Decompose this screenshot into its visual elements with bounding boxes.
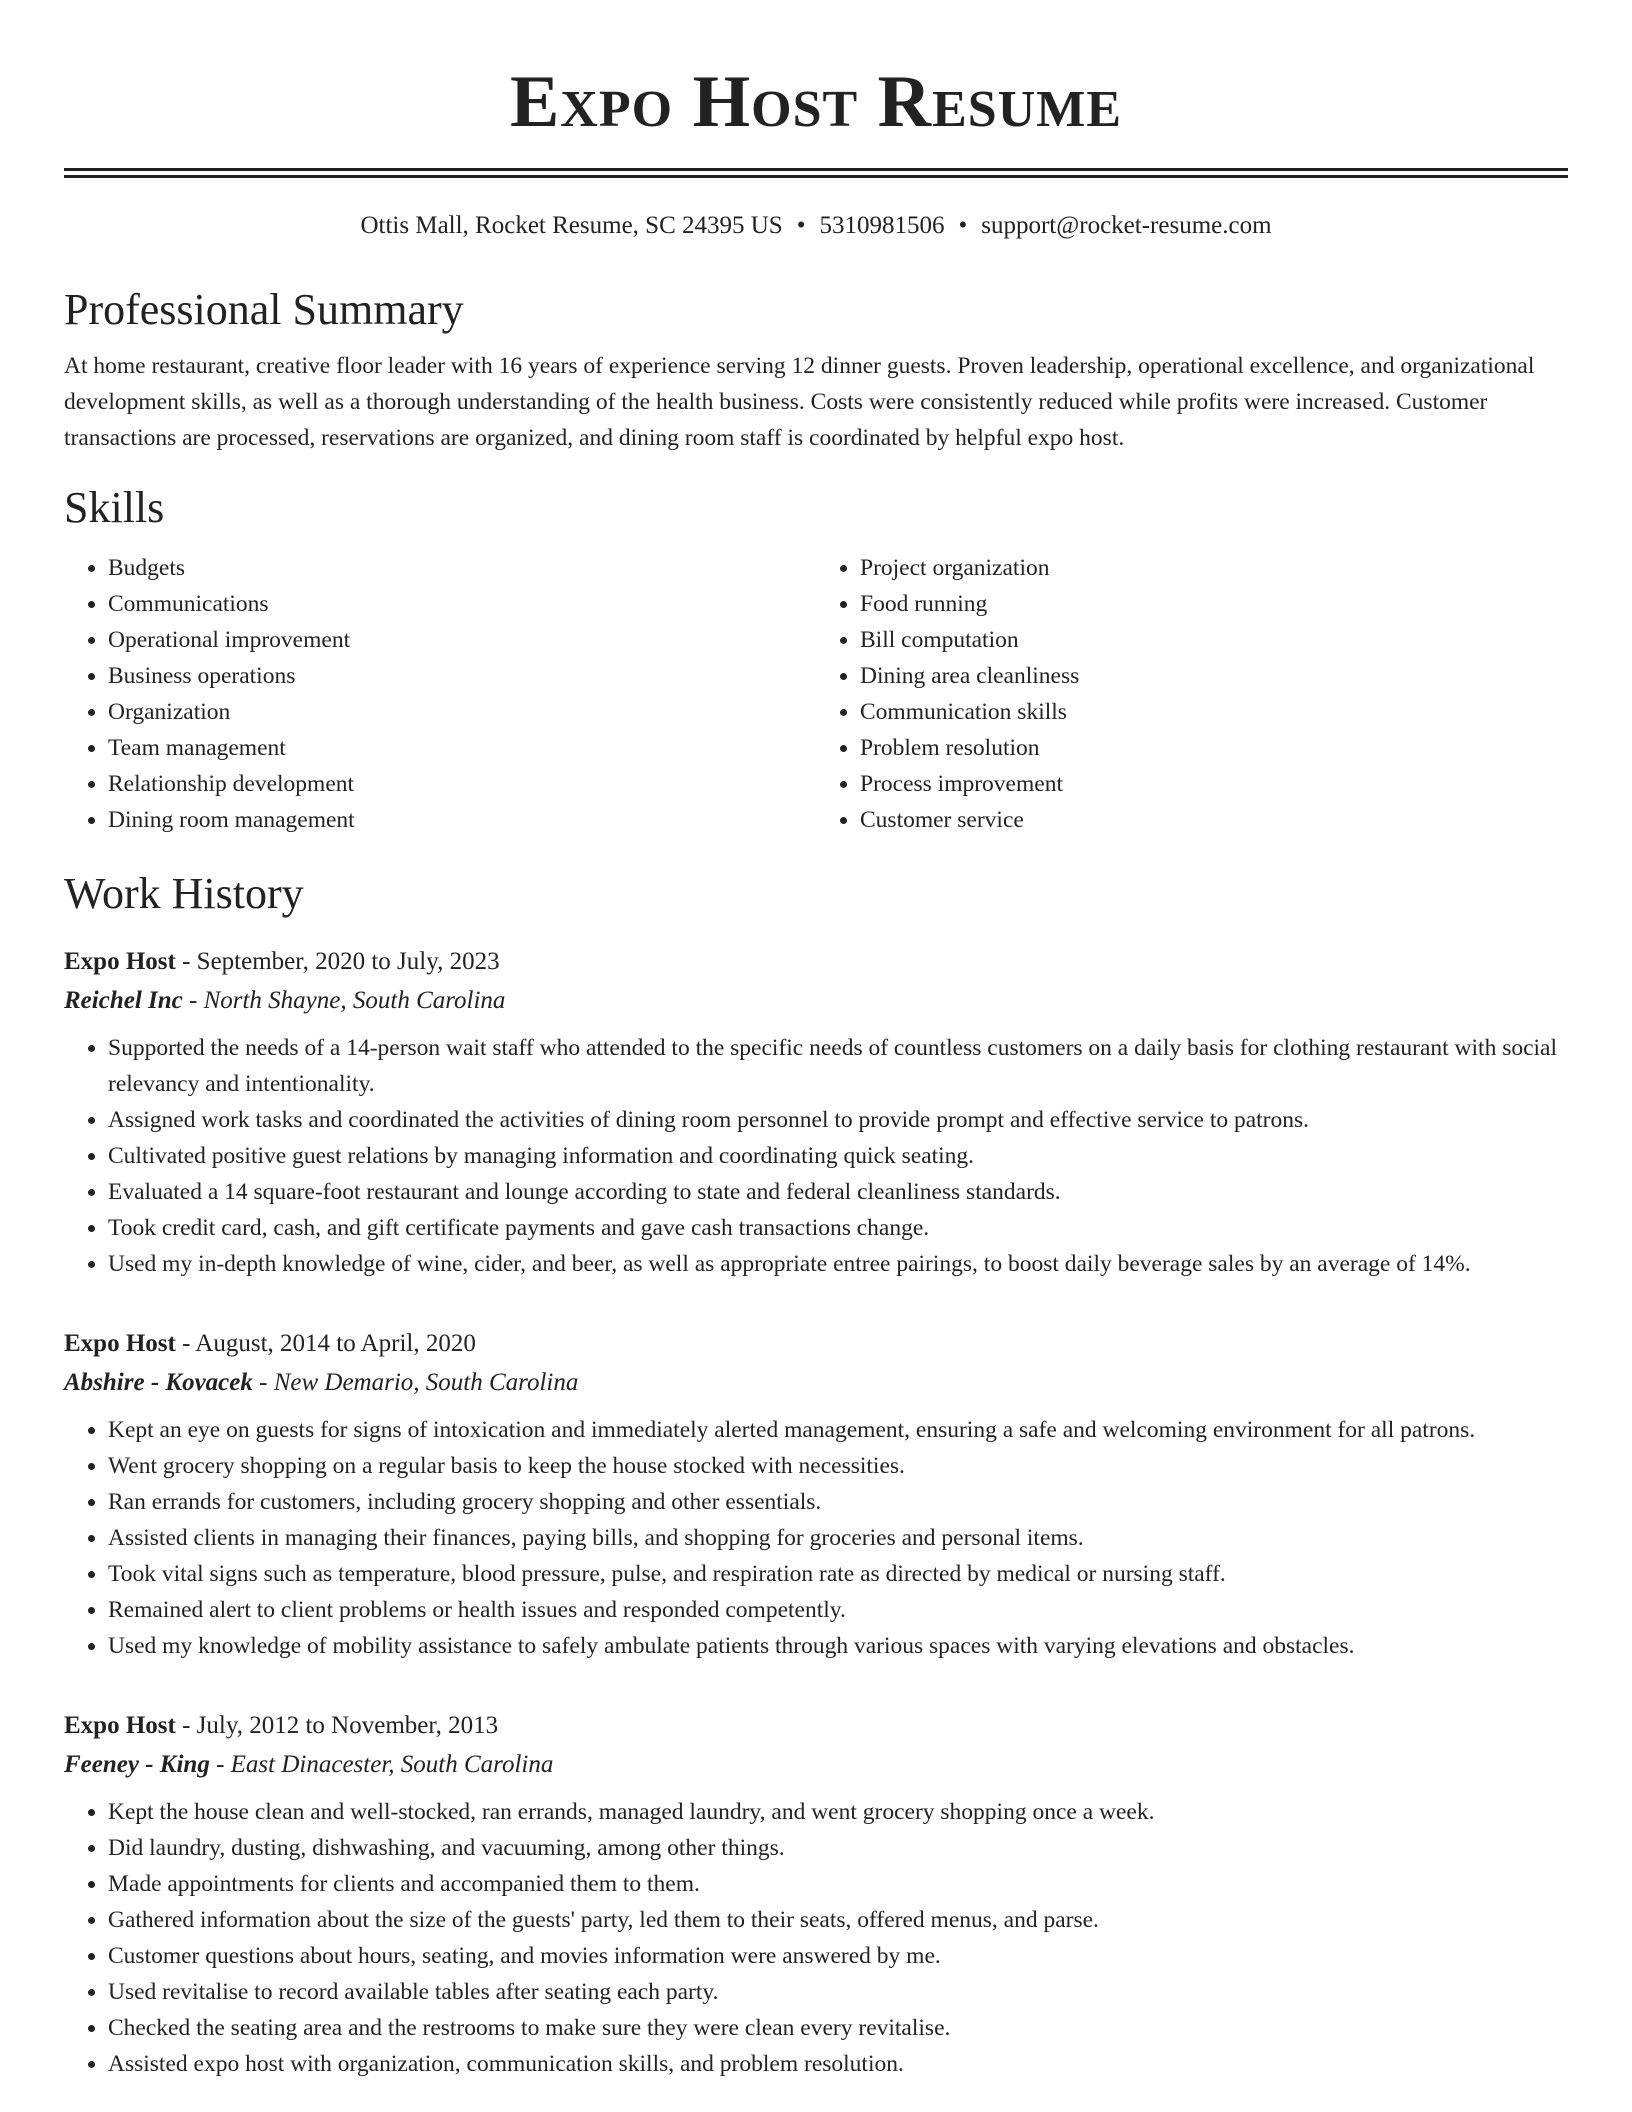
job-entry	[64, 1706, 1568, 2082]
work-history-heading: Work History	[64, 869, 304, 918]
job-company: Feeney - King	[64, 1751, 210, 1778]
job-title: Expo Host	[64, 1330, 176, 1357]
skill-item: • Food running	[860, 586, 1568, 622]
job-duty: • Went grocery shopping on a regular basis to keep the house stocked with necessities.	[108, 1448, 1568, 1484]
job-dash: -	[175, 948, 197, 975]
job-entry	[64, 1324, 1568, 1664]
job-duty: • Took credit card, cash, and gift certificate payments and gave cash transactions change.	[108, 1210, 1568, 1246]
skill-item: • Budgets	[108, 550, 816, 586]
skills-grid	[64, 550, 1568, 838]
skill-item: • Customer service	[860, 802, 1568, 838]
job-duty: • Assisted clients in managing their finances, paying bills, and shopping for groceries and personal items.	[108, 1520, 1568, 1556]
skill-item: • Problem resolution	[860, 730, 1568, 766]
contact-phone: 5310981506	[819, 212, 945, 239]
job-duty: • Used my knowledge of mobility assistance to safely ambulate patients through various spaces with varying elevations and obstacles.	[108, 1628, 1568, 1664]
job-duties	[64, 1412, 1568, 1664]
skill-item: • Process improvement	[860, 766, 1568, 802]
job-dates: August, 2014 to April, 2020	[195, 1330, 476, 1357]
job-employer	[64, 982, 1568, 1020]
job-duty: • Assisted expo host with organization, communication skills, and problem resolution.	[108, 2046, 1568, 2082]
job-duty: • Checked the seating area and the restrooms to make sure they were clean every revitalise.	[108, 2010, 1568, 2046]
job-dash: -	[252, 1369, 274, 1396]
job-employer	[64, 1364, 1568, 1402]
skill-item: • Communication skills	[860, 694, 1568, 730]
job-dash: -	[209, 1751, 231, 1778]
skill-item: • Business operations	[108, 658, 816, 694]
skill-item: • Team management	[108, 730, 816, 766]
resume-title: Expo Host Resume	[509, 61, 1123, 143]
job-header	[64, 1706, 1568, 1746]
job-duty: • Took vital signs such as temperature, blood pressure, pulse, and respiration rate as directed by medical or nursing staff.	[108, 1556, 1568, 1592]
job-duties	[64, 1030, 1568, 1282]
skills-list-left	[64, 550, 816, 838]
job-dates: September, 2020 to July, 2023	[196, 948, 500, 975]
job-duty: • Made appointments for clients and accompanied them to them.	[108, 1866, 1568, 1902]
job-header	[64, 1324, 1568, 1364]
skills-list-right	[816, 550, 1568, 838]
skill-item: • Dining area cleanliness	[860, 658, 1568, 694]
contact-address: Ottis Mall, Rocket Resume, SC 24395 US	[360, 212, 783, 239]
skills-heading: Skills	[64, 483, 165, 532]
skill-item: • Project organization	[860, 550, 1568, 586]
job-duty: • Evaluated a 14 square-foot restaurant and lounge according to state and federal cleanliness standards.	[108, 1174, 1568, 1210]
job-duty: • Did laundry, dusting, dishwashing, and vacuuming, among other things.	[108, 1830, 1568, 1866]
job-location: East Dinacester, South Carolina	[230, 1751, 554, 1778]
job-dash: -	[182, 987, 204, 1014]
job-company: Abshire - Kovacek	[64, 1369, 253, 1396]
job-location: New Demario, South Carolina	[273, 1369, 579, 1396]
skill-item: • Operational improvement	[108, 622, 816, 658]
skill-item: • Relationship development	[108, 766, 816, 802]
job-location: North Shayne, South Carolina	[203, 987, 506, 1014]
job-duty: • Customer questions about hours, seating, and movies information were answered by me.	[108, 1938, 1568, 1974]
job-duties	[64, 1794, 1568, 2082]
skill-item: • Communications	[108, 586, 816, 622]
job-duty: • Supported the needs of a 14-person wait staff who attended to the specific needs of countless customers on a daily basis for clothing restaurant with social relevancy and intentionality.	[108, 1030, 1568, 1102]
job-title: Expo Host	[64, 1712, 176, 1739]
job-duty: • Ran errands for customers, including grocery shopping and other essentials.	[108, 1484, 1568, 1520]
job-title: Expo Host	[64, 948, 176, 975]
skill-item: • Organization	[108, 694, 816, 730]
job-duty: • Kept an eye on guests for signs of intoxication and immediately alerted management, ensuring a safe and welcoming environment for all patrons.	[108, 1412, 1568, 1448]
job-dash: -	[175, 1712, 197, 1739]
skill-item: • Bill computation	[860, 622, 1568, 658]
job-duty: • Used revitalise to record available tables after seating each party.	[108, 1974, 1568, 2010]
job-dates: July, 2012 to November, 2013	[196, 1712, 499, 1739]
job-header	[64, 942, 1568, 982]
summary-text: At home restaurant, creative floor leader with 16 years of experience serving 12 dinner guests. Proven leadership, operational excellence, and organizational development skills, as well as a thorough understanding of the health business. Costs were consistently reduced while profits were increased. Customer transactions are processed, reservations are organized, and dining room staff is coordinated by helpful expo host.	[64, 353, 1535, 451]
job-duty: • Assigned work tasks and coordinated the activities of dining room personnel to provide prompt and effective service to patrons.	[108, 1102, 1568, 1138]
job-entry	[64, 942, 1568, 1282]
contact-separator: •	[796, 212, 806, 239]
contact-separator: •	[958, 212, 968, 239]
job-company: Reichel Inc	[64, 987, 183, 1014]
job-duty: • Cultivated positive guest relations by managing information and coordinating quick seating.	[108, 1138, 1568, 1174]
job-duty: • Remained alert to client problems or health issues and responded competently.	[108, 1592, 1568, 1628]
job-duty: • Used my in-depth knowledge of wine, cider, and beer, as well as appropriate entree pairings, to boost daily beverage sales by an average of 14%.	[108, 1246, 1568, 1282]
job-duty: • Gathered information about the size of the guests' party, led them to their seats, offered menus, and parse.	[108, 1902, 1568, 1938]
job-employer	[64, 1746, 1568, 1784]
summary-heading: Professional Summary	[64, 285, 464, 334]
job-dash: -	[175, 1330, 196, 1357]
job-duty: • Kept the house clean and well-stocked, ran errands, managed laundry, and went grocery shopping once a week.	[108, 1794, 1568, 1830]
contact-line	[64, 208, 1568, 244]
skill-item: • Dining room management	[108, 802, 816, 838]
contact-email: support@rocket-resume.com	[981, 212, 1272, 239]
title-divider	[64, 168, 1568, 178]
